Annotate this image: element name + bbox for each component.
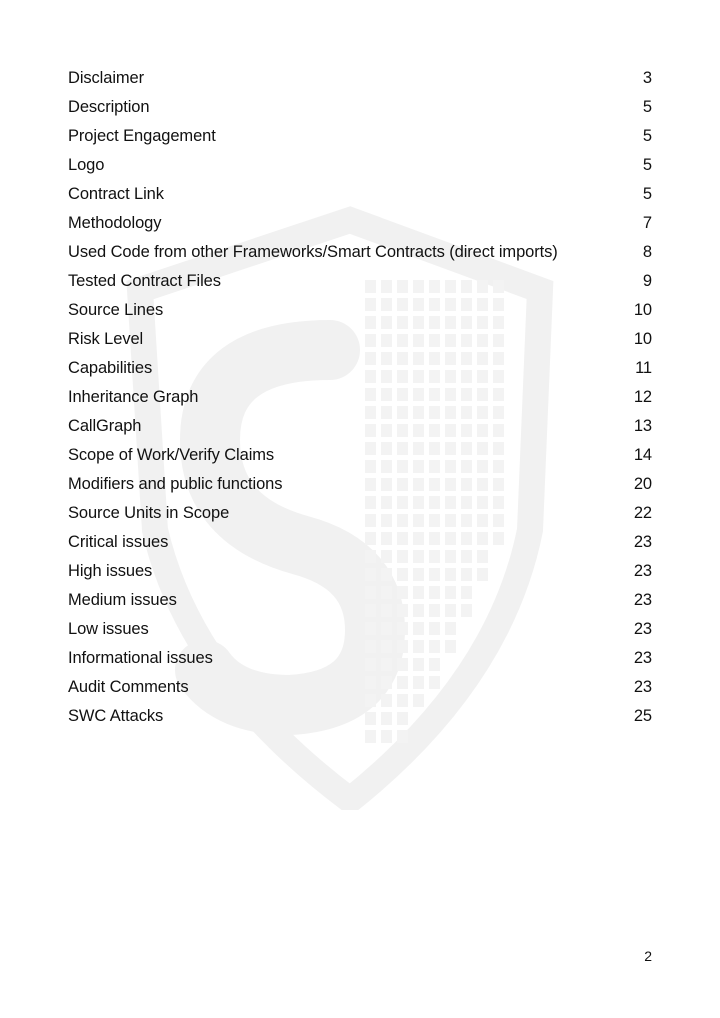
toc-entry-page: 10 bbox=[633, 301, 652, 319]
toc-entry[interactable] bbox=[68, 412, 652, 441]
toc-entry[interactable] bbox=[68, 383, 652, 412]
toc-entry-title: SWC Attacks bbox=[68, 707, 164, 725]
toc-entry-page: 10 bbox=[633, 330, 652, 348]
toc-entry-page: 5 bbox=[642, 127, 652, 145]
toc-entry[interactable] bbox=[68, 296, 652, 325]
toc-entry-page: 23 bbox=[633, 678, 652, 696]
toc-entry[interactable] bbox=[68, 64, 652, 93]
toc-entry-page: 5 bbox=[642, 185, 652, 203]
toc-entry-page: 13 bbox=[633, 417, 652, 435]
toc-entry-title: Contract Link bbox=[68, 185, 164, 203]
toc-entry[interactable] bbox=[68, 122, 652, 151]
toc-entry-title: Tested Contract Files bbox=[68, 272, 221, 290]
toc-entry[interactable] bbox=[68, 238, 652, 267]
toc-entry-page: 11 bbox=[635, 359, 652, 377]
page-number: 2 bbox=[644, 948, 652, 964]
toc-entry-title: Source Lines bbox=[68, 301, 164, 319]
toc-entry-title: Scope of Work/Verify Claims bbox=[68, 446, 275, 464]
toc-entry-page: 14 bbox=[633, 446, 652, 464]
toc-entry[interactable] bbox=[68, 615, 652, 644]
toc-entry-title: Logo bbox=[68, 156, 105, 174]
toc-entry[interactable] bbox=[68, 528, 652, 557]
toc-entry[interactable] bbox=[68, 644, 652, 673]
toc-entry-page: 23 bbox=[633, 533, 652, 551]
toc-entry[interactable] bbox=[68, 441, 652, 470]
toc-entry[interactable] bbox=[68, 325, 652, 354]
toc-entry-page: 9 bbox=[642, 272, 652, 290]
toc-entry-page: 23 bbox=[633, 620, 652, 638]
toc-entry-title: Description bbox=[68, 98, 150, 116]
toc-entry-title: Used Code from other Frameworks/Smart Contracts (direct imports) bbox=[68, 243, 558, 261]
toc-entry-title: Inheritance Graph bbox=[68, 388, 199, 406]
toc-entry-page: 8 bbox=[642, 243, 652, 261]
toc-entry[interactable] bbox=[68, 209, 652, 238]
toc-entry-page: 23 bbox=[633, 591, 652, 609]
toc-entry-page: 22 bbox=[633, 504, 652, 522]
toc-entry-page: 5 bbox=[642, 98, 652, 116]
toc-entry-title: Source Units in Scope bbox=[68, 504, 230, 522]
toc-entry[interactable] bbox=[68, 499, 652, 528]
toc-entry-title: Critical issues bbox=[68, 533, 169, 551]
toc-entry-page: 23 bbox=[633, 649, 652, 667]
toc-entry-title: Disclaimer bbox=[68, 69, 145, 87]
toc-entry-title: Risk Level bbox=[68, 330, 144, 348]
toc-entry-page: 5 bbox=[642, 156, 652, 174]
toc-entry-title: High issues bbox=[68, 562, 153, 580]
toc-entry[interactable] bbox=[68, 180, 652, 209]
toc-entry[interactable] bbox=[68, 702, 652, 731]
toc-entry-title: Project Engagement bbox=[68, 127, 216, 145]
toc-entry[interactable] bbox=[68, 557, 652, 586]
toc-entry-page: 7 bbox=[642, 214, 652, 232]
toc-entry-page: 20 bbox=[633, 475, 652, 493]
toc-entry-page: 23 bbox=[633, 562, 652, 580]
toc-entry[interactable] bbox=[68, 586, 652, 615]
toc-entry-title: Low issues bbox=[68, 620, 149, 638]
toc-entry[interactable] bbox=[68, 151, 652, 180]
toc-entry-title: CallGraph bbox=[68, 417, 142, 435]
toc-entry[interactable] bbox=[68, 354, 652, 383]
table-of-contents bbox=[68, 64, 652, 731]
toc-entry[interactable] bbox=[68, 267, 652, 296]
toc-entry-title: Informational issues bbox=[68, 649, 213, 667]
toc-entry-page: 25 bbox=[633, 707, 652, 725]
toc-entry-title: Capabilities bbox=[68, 359, 153, 377]
toc-entry[interactable] bbox=[68, 93, 652, 122]
toc-entry-page: 3 bbox=[642, 69, 652, 87]
toc-entry-title: Modifiers and public functions bbox=[68, 475, 283, 493]
toc-entry-title: Audit Comments bbox=[68, 678, 189, 696]
toc-entry-title: Medium issues bbox=[68, 591, 177, 609]
toc-entry-title: Methodology bbox=[68, 214, 162, 232]
toc-entry[interactable] bbox=[68, 673, 652, 702]
toc-entry-page: 12 bbox=[633, 388, 652, 406]
toc-entry[interactable] bbox=[68, 470, 652, 499]
